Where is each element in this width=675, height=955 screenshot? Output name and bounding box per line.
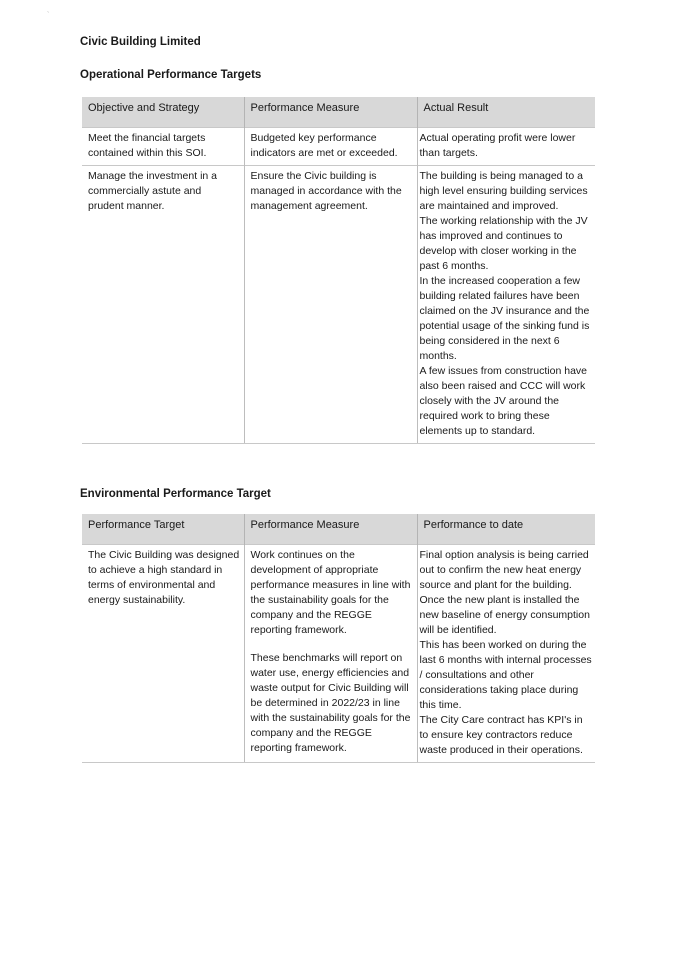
cell-measure [244, 545, 417, 763]
performance-paragraph: Final option analysis is being carried out to confirm the new heat energy source and plant for the building. [419, 549, 589, 591]
result-paragraph: The working relationship with the JV has improved and continues to develop with closer working in the past 6 months. [419, 215, 588, 272]
table-row [82, 128, 595, 166]
cell-objective: Meet the financial targets contained within this SOI. [82, 128, 244, 166]
table-header-row [82, 514, 595, 545]
company-title: Civic Building Limited [80, 36, 201, 48]
cell-objective: Manage the investment in a commercially astute and prudent manner. [82, 166, 244, 444]
column-header-result: Actual Result [417, 97, 595, 128]
environmental-target-table [82, 514, 595, 763]
column-header-measure: Performance Measure [244, 514, 417, 545]
cell-measure: Budgeted key performance indicators are met or exceeded. [244, 128, 417, 166]
measure-paragraph: Work continues on the development of appropriate performance measures in line with the sustainability goals for the company and the REGGE reporting framework. [250, 549, 411, 636]
result-paragraph: In the increased cooperation a few building related failures have been claimed on the JV insurance and the potential usage of the sinking fund is being considered in the next 6 months. [419, 275, 590, 362]
operational-section-title: Operational Performance Targets [80, 69, 262, 81]
column-header-performance: Performance to date [417, 514, 595, 545]
performance-paragraph: Once the new plant is installed the new baseline of energy consumption will be identified. [419, 594, 590, 636]
cell-result [417, 166, 595, 444]
table-row [82, 166, 595, 444]
column-header-measure: Performance Measure [244, 97, 417, 128]
cell-result [417, 128, 595, 166]
performance-paragraph: This has been worked on during the last 6 months with internal processes / consultations and other considerations taking place during this time. [419, 639, 592, 711]
table-row [82, 545, 595, 763]
column-header-target: Performance Target [82, 514, 244, 545]
operational-targets-table [82, 97, 595, 444]
environmental-section-title: Environmental Performance Target [80, 488, 271, 500]
cell-target: The Civic Building was designed to achieve a high standard in terms of environmental and energy sustainability. [82, 545, 244, 763]
scan-artifact: ` [47, 12, 50, 19]
cell-measure: Ensure the Civic building is managed in accordance with the management agreement. [244, 166, 417, 444]
cell-performance [417, 545, 595, 763]
measure-paragraph: These benchmarks will report on water use, energy efficiencies and waste output for Civic Building will be determined in 2022/23 in line with the sustainability goals for the company and the REGGE reporting framework. [250, 652, 411, 754]
column-header-objective: Objective and Strategy [82, 97, 244, 128]
performance-paragraph: The City Care contract has KPI's in to ensure key contractors reduce waste produced in their operations. [419, 714, 583, 756]
result-paragraph: The building is being managed to a high level ensuring building services are maintained and improved. [419, 170, 588, 212]
table-header-row [82, 97, 595, 128]
result-paragraph: Actual operating profit were lower than targets. [419, 132, 576, 159]
result-paragraph: A few issues from construction have also been raised and CCC will work closely with the JV around the required work to bring these elements up to standard. [419, 365, 587, 437]
